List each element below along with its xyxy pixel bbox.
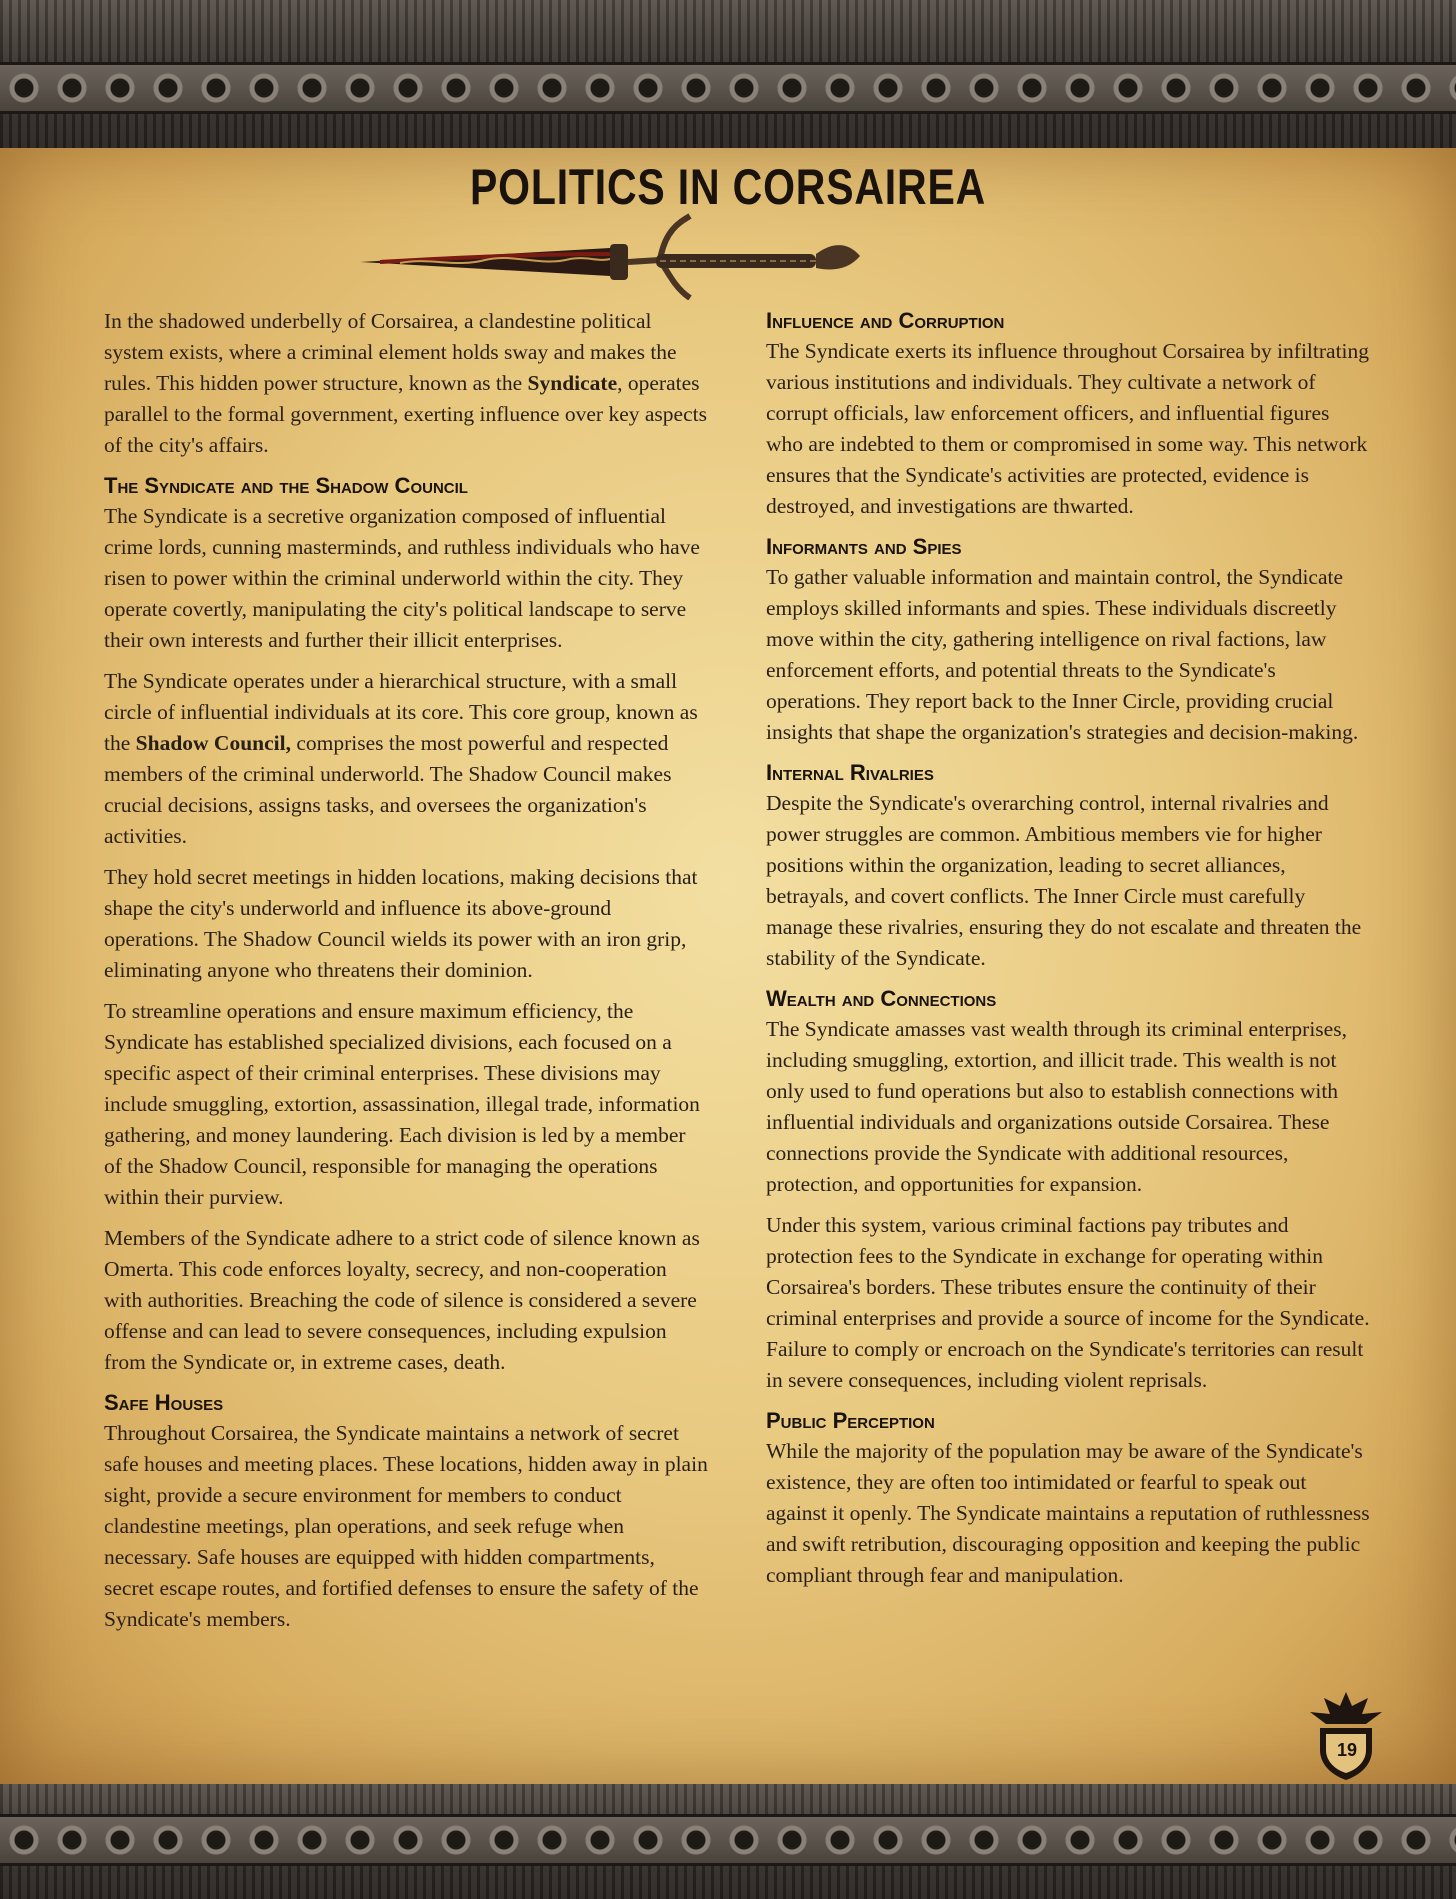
syndicate-paragraph-5: Members of the Syndicate adhere to a strict code of silence known as Omerta. This code enforces loyalty, secrecy, and non-cooperation with authorities. Breaching the code of silence is considered a severe offense and can lead to severe consequences, including expulsion from the Syndicate or, in extreme cases, death. (104, 1226, 700, 1374)
page-title: POLITICS IN CORSAIREA (469, 159, 987, 215)
bottom-celtic-band (0, 1814, 1456, 1866)
safe-houses-paragraph: Throughout Corsairea, the Syndicate maintains a network of secret safe houses and meeting places. These locations, hidden away in plain sight, provide a secure environment for members to conduct clandestine meetings, plan operations, and seek refuge when necessary. Safe houses are equipped with hidden compartments, secret escape routes, and fortified defenses to ensure the safety of the Syndicate's members. (104, 1421, 708, 1631)
dagger-illustration (360, 210, 980, 300)
heading-syndicate-shadow-council: The Syndicate and the Shadow Council (104, 473, 468, 498)
heading-public-perception: Public Perception (766, 1408, 935, 1433)
intro-paragraph (104, 306, 708, 461)
page-number: 19 (1336, 1740, 1358, 1760)
perception-paragraph: While the majority of the population may be aware of the Syndicate's existence, they are often too intimidated or fearful to speak out against it openly. The Syndicate maintains a reputation of ruthlessness and swift retribution, discouraging opposition and keeping the public compliant through fear and manipulation. (766, 1439, 1370, 1587)
intro-text: In the shadowed underbelly of Corsairea, a clandestine political system exists, where a criminal element holds sway and makes the rules. This hidden power structure, known as the (104, 309, 677, 395)
syndicate-paragraph-4: To streamline operations and ensure maximum efficiency, the Syndicate has established specialized divisions, each focused on a specific aspect of their criminal enterprises. These divisions may include smuggling, extortion, assassination, illegal trade, information gathering, and money laundering. Each division is led by a member of the Shadow Council, responsible for managing the operations within their purview. (104, 999, 700, 1209)
influence-paragraph: The Syndicate exerts its influence throughout Corsairea by infiltrating various institutions and individuals. They cultivate a network of corrupt officials, law enforcement officers, and influential figures who are indebted to them or compromised in some way. This network ensures that the Syndicate's activities are protected, evidence is destroyed, and investigations are thwarted. (766, 339, 1370, 518)
informants-paragraph: To gather valuable information and maintain control, the Syndicate employs skilled informants and spies. These individuals discreetly move within the city, gathering intelligence on rival factions, law enforcement efforts, and potential threats to the Syndicate's operations. They report back to the Inner Circle, providing crucial insights that shape the organization's strategies and decision-making. (766, 565, 1359, 744)
top-stone-border (0, 0, 1456, 148)
syndicate-p2-text: The Syndicate operates under a hierarchical structure, with a small circle of influential individuals at its core. This core group, known as the (104, 669, 698, 755)
bottom-stone-border (0, 1784, 1456, 1899)
syndicate-p2-text-end: comprises the most powerful and respected members of the criminal underworld. The Shadow Council makes crucial decisions, assigns tasks, and oversees the organization's activities. (104, 731, 672, 848)
top-celtic-band (0, 62, 1456, 114)
heading-internal-rivalries: Internal Rivalries (766, 760, 934, 785)
intro-text-end: , operates parallel to the formal government, exerting influence over key aspects of the city's affairs. (104, 371, 707, 457)
rivalries-paragraph: Despite the Syndicate's overarching control, internal rivalries and power struggles are common. Ambitious members vie for higher positions within the organization, leading to secret alliances, betrayals, and covert conflicts. The Inner Circle must carefully manage these rivalries, ensuring they do not escalate and threaten the stability of the Syndicate. (766, 791, 1362, 970)
syndicate-paragraph-1: The Syndicate is a secretive organization composed of influential crime lords, cunning masterminds, and ruthless individuals who have risen to power within the criminal underworld within the city. They operate covertly, manipulating the city's political landscape to serve their own interests and further their illicit enterprises. (104, 504, 700, 652)
syndicate-term: Syndicate (527, 371, 618, 395)
syndicate-paragraph-3: They hold secret meetings in hidden locations, making decisions that shape the city's underworld and influence its above-ground operations. The Shadow Council wields its power with an iron grip, eliminating anyone who threatens their dominion. (104, 865, 698, 982)
wealth-paragraph-1: The Syndicate amasses vast wealth through its criminal enterprises, including smuggling, extortion, and illicit trade. This wealth is not only used to fund operations but also to establish connections with influential individuals and organizations outside Corsairea. These connections provide the Syndicate with additional resources, protection, and opportunities for expansion. (766, 1017, 1347, 1196)
heading-influence-corruption: Influence and Corruption (766, 308, 1005, 333)
heading-safe-houses: Safe Houses (104, 1390, 224, 1415)
page-emblem-icon (1306, 1688, 1386, 1782)
heading-informants-spies: Informants and Spies (766, 534, 962, 559)
syndicate-paragraph-2 (104, 666, 708, 852)
heading-wealth-connections: Wealth and Connections (766, 986, 997, 1011)
wealth-paragraph-2: Under this system, various criminal factions pay tributes and protection fees to the Syndicate in exchange for operating within Corsairea's borders. These tributes ensure the continuity of their criminal enterprises and provide a source of income for the Syndicate. Failure to comply or encroach on the Syndicate's territories can result in severe consequences, including violent reprisals. (766, 1213, 1370, 1392)
right-column (766, 302, 1370, 1601)
left-column (104, 306, 708, 1645)
shadow-council-term: Shadow Council, (135, 731, 291, 755)
